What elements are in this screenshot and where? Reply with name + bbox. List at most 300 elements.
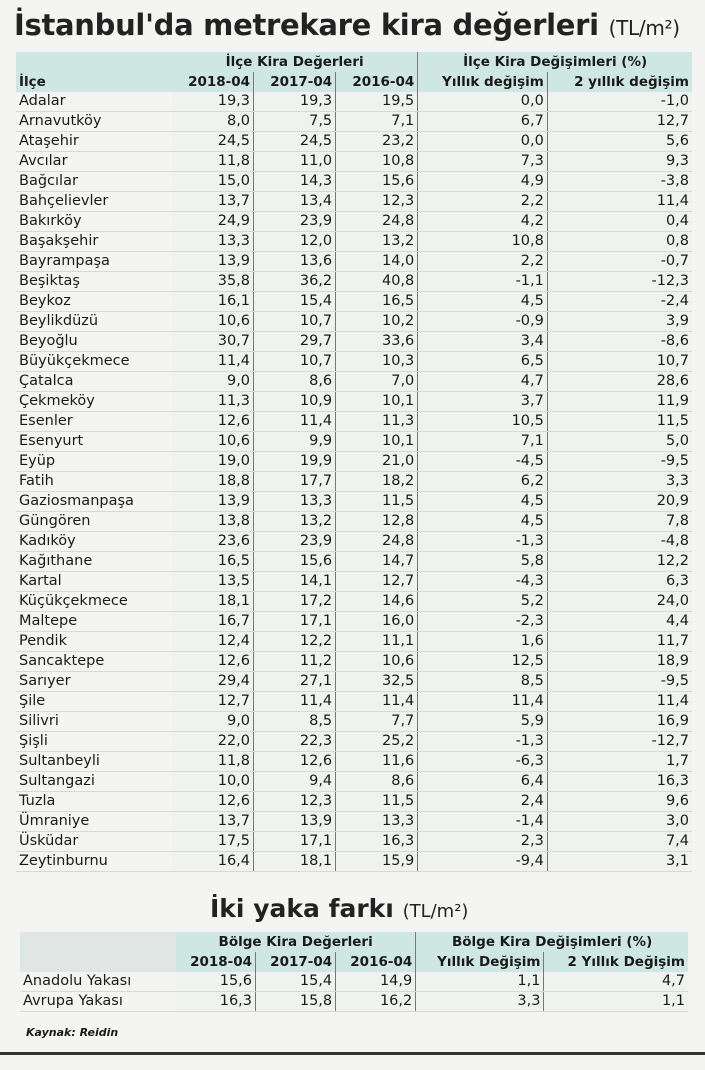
cell-value: 5,6 xyxy=(547,132,692,152)
table-row xyxy=(16,232,692,252)
cell-value: 3,1 xyxy=(547,852,692,872)
cell-value: 16,4 xyxy=(172,852,254,872)
cell-value: 11,5 xyxy=(336,492,418,512)
cell-value: 0,4 xyxy=(547,212,692,232)
group-header-values: Bölge Kira Değerleri xyxy=(176,932,416,952)
cell-value: 17,1 xyxy=(254,832,336,852)
cell-value: 17,1 xyxy=(254,612,336,632)
header-blank xyxy=(16,52,172,72)
cell-value: 10,8 xyxy=(336,152,418,172)
cell-value: 3,7 xyxy=(418,392,548,412)
row-label: Ataşehir xyxy=(16,132,172,152)
cell-value: 17,7 xyxy=(254,472,336,492)
cell-value: 19,5 xyxy=(336,92,418,112)
cell-value: 7,7 xyxy=(336,712,418,732)
cell-value: 32,5 xyxy=(336,672,418,692)
table-row xyxy=(16,272,692,292)
row-label: Silivri xyxy=(16,712,172,732)
row-label: Avrupa Yakası xyxy=(20,992,176,1012)
column-header: İlçe xyxy=(16,72,172,92)
cell-value: 9,9 xyxy=(254,432,336,452)
cell-value: 36,2 xyxy=(254,272,336,292)
cell-value: -9,5 xyxy=(547,452,692,472)
cell-value: 2,2 xyxy=(418,192,548,212)
row-label: Üsküdar xyxy=(16,832,172,852)
column-header: 2018-04 xyxy=(176,952,256,972)
cell-value: 12,6 xyxy=(172,652,254,672)
cell-value: 7,5 xyxy=(254,112,336,132)
row-label: Başakşehir xyxy=(16,232,172,252)
cell-value: 16,9 xyxy=(547,712,692,732)
cell-value: 8,6 xyxy=(336,772,418,792)
cell-value: 11,5 xyxy=(336,792,418,812)
subtitle-text: İki yaka farkı xyxy=(210,894,394,923)
cell-value: 11,8 xyxy=(172,752,254,772)
cell-value: 10,6 xyxy=(172,432,254,452)
row-label: Fatih xyxy=(16,472,172,492)
cell-value: 5,0 xyxy=(547,432,692,452)
cell-value: 4,7 xyxy=(544,972,688,992)
cell-value: 15,6 xyxy=(336,172,418,192)
cell-value: 3,9 xyxy=(547,312,692,332)
cell-value: 9,4 xyxy=(254,772,336,792)
cell-value: 11,4 xyxy=(254,692,336,712)
row-label: Bahçelievler xyxy=(16,192,172,212)
cell-value: 14,0 xyxy=(336,252,418,272)
cell-value: 24,0 xyxy=(547,592,692,612)
table-row xyxy=(16,392,692,412)
cell-value: 10,1 xyxy=(336,432,418,452)
row-label: Bakırköy xyxy=(16,212,172,232)
cell-value: 7,1 xyxy=(418,432,548,452)
cell-value: 24,8 xyxy=(336,532,418,552)
cell-value: 4,5 xyxy=(418,512,548,532)
cell-value: 5,8 xyxy=(418,552,548,572)
table-row xyxy=(16,472,692,492)
column-header: Yıllık Değişim xyxy=(416,952,544,972)
cell-value: 14,1 xyxy=(254,572,336,592)
cell-value: -2,3 xyxy=(418,612,548,632)
cell-value: 15,6 xyxy=(254,552,336,572)
table-row xyxy=(16,752,692,772)
row-label: Çekmeköy xyxy=(16,392,172,412)
subtitle-unit: (TL/m²) xyxy=(402,901,469,922)
cell-value: 4,4 xyxy=(547,612,692,632)
cell-value: 4,2 xyxy=(418,212,548,232)
cell-value: 12,7 xyxy=(172,692,254,712)
cell-value: 12,6 xyxy=(254,752,336,772)
row-label: Maltepe xyxy=(16,612,172,632)
cell-value: -1,4 xyxy=(418,812,548,832)
cell-value: 6,5 xyxy=(418,352,548,372)
cell-value: 15,8 xyxy=(256,992,336,1012)
table-row xyxy=(16,792,692,812)
cell-value: 1,7 xyxy=(547,752,692,772)
cell-value: 12,2 xyxy=(254,632,336,652)
cell-value: 12,3 xyxy=(336,192,418,212)
cell-value: 19,3 xyxy=(254,92,336,112)
cell-value: 2,4 xyxy=(418,792,548,812)
cell-value: 11,6 xyxy=(336,752,418,772)
cell-value: 16,3 xyxy=(336,832,418,852)
cell-value: 16,3 xyxy=(176,992,256,1012)
table-row xyxy=(16,352,692,372)
cell-value: 5,9 xyxy=(418,712,548,732)
row-label: Anadolu Yakası xyxy=(20,972,176,992)
row-label: Beylikdüzü xyxy=(16,312,172,332)
row-label: Şişli xyxy=(16,732,172,752)
cell-value: 3,3 xyxy=(416,992,544,1012)
cell-value: 23,2 xyxy=(336,132,418,152)
cell-value: 18,2 xyxy=(336,472,418,492)
cell-value: 12,6 xyxy=(172,412,254,432)
cell-value: -8,6 xyxy=(547,332,692,352)
group-header-changes: Bölge Kira Değişimleri (%) xyxy=(416,932,688,952)
table-row xyxy=(16,672,692,692)
column-header: 2016-04 xyxy=(336,72,418,92)
cell-value: 13,8 xyxy=(172,512,254,532)
cell-value: 10,7 xyxy=(547,352,692,372)
cell-value: 11,4 xyxy=(547,692,692,712)
cell-value: 11,4 xyxy=(336,692,418,712)
row-label: Çatalca xyxy=(16,372,172,392)
row-label: Bayrampaşa xyxy=(16,252,172,272)
cell-value: 23,9 xyxy=(254,532,336,552)
cell-value: 3,4 xyxy=(418,332,548,352)
table-row xyxy=(16,312,692,332)
cell-value: 8,5 xyxy=(254,712,336,732)
cell-value: 24,8 xyxy=(336,212,418,232)
cell-value: 9,0 xyxy=(172,372,254,392)
cell-value: 4,9 xyxy=(418,172,548,192)
cell-value: 22,3 xyxy=(254,732,336,752)
cell-value: 16,7 xyxy=(172,612,254,632)
table-row xyxy=(16,292,692,312)
cell-value: 6,7 xyxy=(418,112,548,132)
cell-value: 5,2 xyxy=(418,592,548,612)
cell-value: 4,5 xyxy=(418,492,548,512)
header-blank xyxy=(20,932,176,972)
table-row xyxy=(16,492,692,512)
cell-value: 13,2 xyxy=(254,512,336,532)
cell-value: 18,1 xyxy=(254,852,336,872)
cell-value: 20,9 xyxy=(547,492,692,512)
cell-value: 14,7 xyxy=(336,552,418,572)
cell-value: 11,4 xyxy=(418,692,548,712)
table-row xyxy=(16,772,692,792)
cell-value: 7,3 xyxy=(418,152,548,172)
section-subtitle xyxy=(210,893,468,928)
cell-value: 13,3 xyxy=(254,492,336,512)
cell-value: 12,7 xyxy=(547,112,692,132)
cell-value: 15,0 xyxy=(172,172,254,192)
cell-value: 11,1 xyxy=(336,632,418,652)
cell-value: -12,3 xyxy=(547,272,692,292)
cell-value: -1,3 xyxy=(418,732,548,752)
cell-value: 4,5 xyxy=(418,292,548,312)
table-row xyxy=(16,612,692,632)
row-label: Şile xyxy=(16,692,172,712)
cell-value: 12,7 xyxy=(336,572,418,592)
cell-value: 13,3 xyxy=(172,232,254,252)
column-header: 2016-04 xyxy=(336,952,416,972)
cell-value: 16,1 xyxy=(172,292,254,312)
cell-value: -9,4 xyxy=(418,852,548,872)
cell-value: 1,1 xyxy=(416,972,544,992)
cell-value: 10,6 xyxy=(172,312,254,332)
title-unit: (TL/m²) xyxy=(608,16,680,40)
cell-value: -9,5 xyxy=(547,672,692,692)
row-label: Adalar xyxy=(16,92,172,112)
cell-value: 11,9 xyxy=(547,392,692,412)
cell-value: -4,5 xyxy=(418,452,548,472)
table-row xyxy=(20,992,688,1012)
cell-value: 0,8 xyxy=(547,232,692,252)
cell-value: 24,5 xyxy=(172,132,254,152)
cell-value: 28,6 xyxy=(547,372,692,392)
table-row xyxy=(16,532,692,552)
row-label: Zeytinburnu xyxy=(16,852,172,872)
cell-value: 8,5 xyxy=(418,672,548,692)
table-row xyxy=(16,572,692,592)
cell-value: 17,5 xyxy=(172,832,254,852)
table-row xyxy=(16,732,692,752)
row-label: Eyüp xyxy=(16,452,172,472)
cell-value: 12,5 xyxy=(418,652,548,672)
cell-value: 10,7 xyxy=(254,352,336,372)
cell-value: 22,0 xyxy=(172,732,254,752)
table-row xyxy=(16,812,692,832)
row-label: Güngören xyxy=(16,512,172,532)
table-row xyxy=(16,132,692,152)
cell-value: 16,5 xyxy=(172,552,254,572)
cell-value: 19,9 xyxy=(254,452,336,472)
cell-value: 16,0 xyxy=(336,612,418,632)
source-note: Kaynak: Reidin xyxy=(26,1026,119,1039)
table-row xyxy=(16,192,692,212)
table-row xyxy=(20,972,688,992)
cell-value: 7,8 xyxy=(547,512,692,532)
table-row xyxy=(16,832,692,852)
table-row xyxy=(16,712,692,732)
column-header: 2017-04 xyxy=(254,72,336,92)
row-label: Esenyurt xyxy=(16,432,172,452)
cell-value: 16,3 xyxy=(547,772,692,792)
cell-value: 14,3 xyxy=(254,172,336,192)
cell-value: 13,9 xyxy=(172,252,254,272)
cell-value: 13,3 xyxy=(336,812,418,832)
cell-value: 11,3 xyxy=(336,412,418,432)
cell-value: -1,3 xyxy=(418,532,548,552)
row-label: Kağıthane xyxy=(16,552,172,572)
row-label: Kartal xyxy=(16,572,172,592)
column-header: 2018-04 xyxy=(172,72,254,92)
cell-value: 21,0 xyxy=(336,452,418,472)
table-row xyxy=(16,552,692,572)
cell-value: 19,3 xyxy=(172,92,254,112)
row-label: Sultangazi xyxy=(16,772,172,792)
cell-value: 14,9 xyxy=(336,972,416,992)
cell-value: 12,4 xyxy=(172,632,254,652)
row-label: Bağcılar xyxy=(16,172,172,192)
cell-value: -4,3 xyxy=(418,572,548,592)
page-title xyxy=(14,8,680,42)
cell-value: 40,8 xyxy=(336,272,418,292)
cell-value: 13,9 xyxy=(254,812,336,832)
cell-value: 10,2 xyxy=(336,312,418,332)
cell-value: 14,6 xyxy=(336,592,418,612)
table-row xyxy=(16,852,692,872)
table-row xyxy=(16,692,692,712)
cell-value: 9,6 xyxy=(547,792,692,812)
cell-value: 11,3 xyxy=(172,392,254,412)
cell-value: 11,4 xyxy=(547,192,692,212)
cell-value: 10,3 xyxy=(336,352,418,372)
cell-value: 10,8 xyxy=(418,232,548,252)
cell-value: 3,3 xyxy=(547,472,692,492)
table-row xyxy=(16,512,692,532)
cell-value: -0,9 xyxy=(418,312,548,332)
cell-value: 8,6 xyxy=(254,372,336,392)
row-label: Arnavutköy xyxy=(16,112,172,132)
cell-value: 15,4 xyxy=(256,972,336,992)
cell-value: 6,4 xyxy=(418,772,548,792)
cell-value: 12,6 xyxy=(172,792,254,812)
region-rent-table xyxy=(20,932,688,1012)
cell-value: 12,0 xyxy=(254,232,336,252)
table-row xyxy=(16,172,692,192)
cell-value: 9,0 xyxy=(172,712,254,732)
cell-value: 7,0 xyxy=(336,372,418,392)
cell-value: -3,8 xyxy=(547,172,692,192)
district-rent-table xyxy=(16,52,692,872)
column-header: 2 Yıllık Değişim xyxy=(544,952,688,972)
cell-value: 16,5 xyxy=(336,292,418,312)
cell-value: 30,7 xyxy=(172,332,254,352)
cell-value: 11,2 xyxy=(254,652,336,672)
cell-value: 11,0 xyxy=(254,152,336,172)
row-label: Beyoğlu xyxy=(16,332,172,352)
cell-value: -12,7 xyxy=(547,732,692,752)
row-label: Büyükçekmece xyxy=(16,352,172,372)
column-header: Yıllık değişim xyxy=(418,72,548,92)
cell-value: 24,9 xyxy=(172,212,254,232)
cell-value: 6,2 xyxy=(418,472,548,492)
row-label: Esenler xyxy=(16,412,172,432)
row-label: Beykoz xyxy=(16,292,172,312)
table-row xyxy=(16,212,692,232)
cell-value: 10,0 xyxy=(172,772,254,792)
cell-value: 25,2 xyxy=(336,732,418,752)
cell-value: 13,2 xyxy=(336,232,418,252)
table-row xyxy=(16,112,692,132)
cell-value: 18,9 xyxy=(547,652,692,672)
cell-value: 11,4 xyxy=(254,412,336,432)
cell-value: 12,2 xyxy=(547,552,692,572)
cell-value: 10,7 xyxy=(254,312,336,332)
cell-value: 1,6 xyxy=(418,632,548,652)
cell-value: 10,1 xyxy=(336,392,418,412)
table-row xyxy=(16,652,692,672)
cell-value: 7,4 xyxy=(547,832,692,852)
cell-value: 2,3 xyxy=(418,832,548,852)
row-label: Ümraniye xyxy=(16,812,172,832)
table-row xyxy=(16,92,692,112)
cell-value: -2,4 xyxy=(547,292,692,312)
cell-value: -4,8 xyxy=(547,532,692,552)
cell-value: 23,9 xyxy=(254,212,336,232)
cell-value: 29,7 xyxy=(254,332,336,352)
cell-value: 11,5 xyxy=(547,412,692,432)
cell-value: -6,3 xyxy=(418,752,548,772)
cell-value: 19,0 xyxy=(172,452,254,472)
cell-value: 12,8 xyxy=(336,512,418,532)
table-row xyxy=(16,452,692,472)
row-label: Pendik xyxy=(16,632,172,652)
row-label: Gaziosmanpaşa xyxy=(16,492,172,512)
cell-value: 7,1 xyxy=(336,112,418,132)
cell-value: 8,0 xyxy=(172,112,254,132)
cell-value: 2,2 xyxy=(418,252,548,272)
row-label: Avcılar xyxy=(16,152,172,172)
table-row xyxy=(16,372,692,392)
cell-value: 27,1 xyxy=(254,672,336,692)
column-header: 2017-04 xyxy=(256,952,336,972)
row-label: Sultanbeyli xyxy=(16,752,172,772)
cell-value: 24,5 xyxy=(254,132,336,152)
cell-value: 10,6 xyxy=(336,652,418,672)
cell-value: 15,6 xyxy=(176,972,256,992)
cell-value: 11,4 xyxy=(172,352,254,372)
table-row xyxy=(16,592,692,612)
row-label: Sarıyer xyxy=(16,672,172,692)
cell-value: 4,7 xyxy=(418,372,548,392)
cell-value: 10,5 xyxy=(418,412,548,432)
row-label: Sancaktepe xyxy=(16,652,172,672)
cell-value: 13,7 xyxy=(172,812,254,832)
cell-value: 1,1 xyxy=(544,992,688,1012)
cell-value: 35,8 xyxy=(172,272,254,292)
title-text: İstanbul'da metrekare kira değerleri xyxy=(14,8,599,42)
cell-value: 29,4 xyxy=(172,672,254,692)
cell-value: 3,0 xyxy=(547,812,692,832)
table-row xyxy=(16,632,692,652)
cell-value: 18,8 xyxy=(172,472,254,492)
cell-value: 10,9 xyxy=(254,392,336,412)
cell-value: 23,6 xyxy=(172,532,254,552)
cell-value: 0,0 xyxy=(418,132,548,152)
cell-value: 33,6 xyxy=(336,332,418,352)
bottom-rule xyxy=(0,1052,705,1055)
table-row xyxy=(16,412,692,432)
group-header-values: İlçe Kira Değerleri xyxy=(172,52,418,72)
cell-value: -1,1 xyxy=(418,272,548,292)
cell-value: 13,6 xyxy=(254,252,336,272)
cell-value: 13,7 xyxy=(172,192,254,212)
row-label: Beşiktaş xyxy=(16,272,172,292)
group-header-changes: İlçe Kira Değişimleri (%) xyxy=(418,52,692,72)
cell-value: 13,4 xyxy=(254,192,336,212)
cell-value: -1,0 xyxy=(547,92,692,112)
row-label: Küçükçekmece xyxy=(16,592,172,612)
cell-value: 16,2 xyxy=(336,992,416,1012)
cell-value: 13,9 xyxy=(172,492,254,512)
table-row xyxy=(16,252,692,272)
cell-value: 15,4 xyxy=(254,292,336,312)
table-row xyxy=(16,332,692,352)
cell-value: 13,5 xyxy=(172,572,254,592)
table-row xyxy=(16,152,692,172)
